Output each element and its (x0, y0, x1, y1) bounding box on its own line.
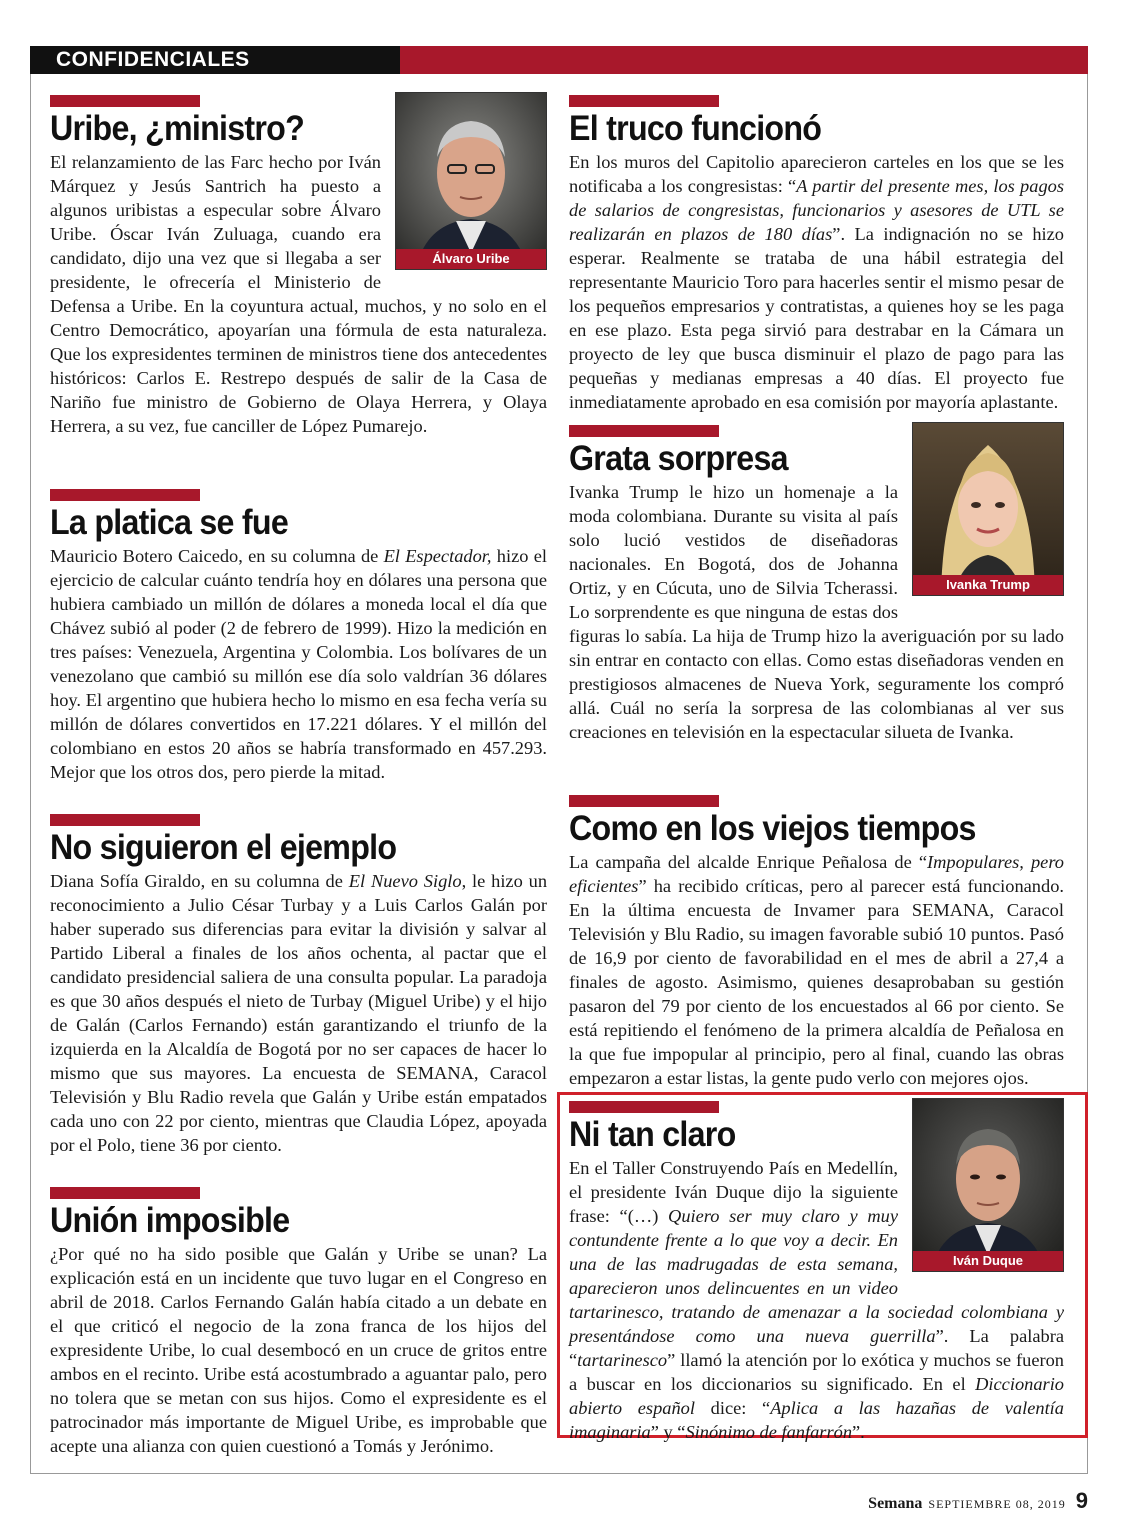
article-rule (569, 795, 719, 807)
article-body: ¿Por qué no ha sido posible que Galán y Uribe se unan? La explicación está en un incidente que tuvo lugar en el Congreso en abril de 2018. Carlos Fernando Galán había citado a un debate en el que criticó el negocio de la zona franca de los hijos del expresidente Uribe, lo cual desembocó en un cruce de gritos entre ambos en el recinto. Uribe está acostumbrado a aguantar palo, pero no tolera que se metan con sus hijos. Como el expresidente es el patrocinador más importante de Miguel Uribe, es improbable que acepte una alianza con quien cuestionó a Tomás y Jerónimo. (50, 1244, 547, 1456)
article-viejos (569, 795, 1064, 1090)
article-rule (569, 1101, 719, 1113)
photo-caption: Iván Duque (913, 1251, 1063, 1271)
quote: Quiero ser muy claro y muy contundente frente a lo que voy a decir. En una de las madrugadas de esta semana, aparecieron unos delincuentes en un video tartarinesco, tratando de amenazar a la sociedad colombiana y presentándose como una nueva guerrilla (569, 1206, 1064, 1346)
quote: Sinónimo de fanfarrón (685, 1422, 853, 1442)
article-title: Ni tan claro (569, 1115, 736, 1154)
article-title: La platica se fue (50, 503, 289, 542)
article-ejemplo (50, 814, 547, 1157)
quote: Impopulares, pero eficientes (569, 852, 1064, 896)
article-body: El relanzamiento de las Farc hecho por Iván Márquez y Jesús Santrich ha puesto a algunos uribistas a especular sobre Álvaro Uribe. Óscar Iván Zuluaga, cuando era candidato, dijo una vez que si llegaba a ser presidente, le ofrecería el Ministerio de Defensa a Uribe. En la coyuntura actual, muchos, y no solo en el Centro Democrático, apoyarían una fórmula de esta naturaleza. Que los expresidentes terminen de ministros tiene dos antecedentes históricos: Carlos E. Restrepo después de salir de la Casa de Nariño fue ministro de Gobierno de Olaya Herrera, y Olaya Herrera, a su vez, fue canciller de López Pumarejo. (50, 152, 547, 436)
section-header-bar (30, 46, 1088, 74)
article-claro (569, 1101, 1064, 1444)
photo-caption: Ivanka Trump (913, 575, 1063, 595)
photo-ivanka-trump (912, 422, 1064, 596)
page-number: 9 (1075, 1488, 1088, 1513)
article-title: El truco funcionó (569, 109, 822, 148)
issue-date: SEPTIEMBRE 08, 2019 (928, 1497, 1066, 1511)
photo-caption: Álvaro Uribe (396, 249, 546, 269)
article-rule (50, 1187, 200, 1199)
article-title: No siguieron el ejemplo (50, 828, 397, 867)
article-title: Unión imposible (50, 1201, 290, 1240)
article-body: Mauricio Botero Caicedo, en su columna de El Espectador, hizo el ejercicio de calcular cuánto tendría hoy en dólares una persona que hubiera cambiado un millón de dólares a moneda local el día que Chávez subió al poder (2 de febrero de 1999). Hizo la medición en tres países: Venezuela, Argentina y Colombia. Los bolívares de un venezolano que cambió su millón ese día solo valdrían 36 dólares hoy. El argentino que hubiera hecho lo mismo en esa fecha vería su millón de dólares convertidos en 17.221 dólares. Y el millón del colombiano en estos 20 años se habría transformado en 457.293. Mejor que los otros dos, pero pierde la mitad. (50, 546, 547, 782)
magazine-name: Semana (868, 1495, 923, 1512)
article-body: Ivanka Trump le hizo un homenaje a la moda colombiana. Durante su visita al país solo lució vestidos de diseñadoras nacionales. En Bogotá, dos de Johanna Ortiz, y en Cúcuta, uno de Silvia Tcherassi. Lo sorprendente es que ninguna de estas dos figuras lo sabía. La hija de Trump hizo la averiguación por su lado sin entrar en contacto con ellas. Como estas diseñadoras venden en prestigiosos almacenes de Nueva York, seguramente los compró allá. Cuál no sería la sorpresa de las colombianas al ver sus creaciones en televisión en la espectacular silueta de Ivanka. (569, 482, 1064, 742)
article-rule (50, 814, 200, 826)
article-title: Uribe, ¿ministro? (50, 109, 305, 148)
source-name: El Espectador, (383, 546, 492, 566)
article-grata (569, 425, 1064, 744)
article-rule (50, 489, 200, 501)
article-title: Como en los viejos tiempos (569, 809, 976, 848)
article-title: Grata sorpresa (569, 439, 788, 478)
section-title: CONFIDENCIALES (30, 46, 400, 74)
source-name: Diccionario abierto español (569, 1374, 1064, 1418)
article-rule (569, 95, 719, 107)
source-name: El Nuevo Siglo (348, 871, 462, 891)
article-body: En los muros del Capitolio aparecieron carteles en los que se les notificaba a los congresistas: “A partir del presente mes, los pagos de salarios de congresistas, funcionarios y asesores de UTL se realizarán en plazos de 180 días”. La indignación no se hizo esperar. Realmente se trataba de una hábil estrategia del representante Mauricio Toro para hacerles sentir el mismo pesar de los pequeños empresarios y contratistas, a quienes hoy se les paga en ese plazo. Esta pega sirvió para destrabar en la Cámara un proyecto de ley que busca disminuir el plazo de pago para las pequeñas y medianas empresas a 40 días. El proyecto fue inmediatamente aprobado en esa comisión por mayoría aplastante. (569, 152, 1064, 412)
article-union (50, 1187, 547, 1458)
page-frame-left (30, 74, 31, 1474)
quote: tartarinesco (577, 1350, 668, 1370)
article-body: En el Taller Construyendo País en Medellín, el presidente Iván Duque dijo la siguiente frase: “(…) Quiero ser muy claro y muy contundente frente a lo que voy a decir. En una de las madrugadas de esta semana, aparecieron unos delincuentes en un video tartarinesco, tratando de amenazar a la sociedad colombiana y presentándose como una nueva guerrilla”. La palabra “tartarinesco” llamó la atención por lo exótica y muchos se fueron a buscar en los diccionarios su significado. En el Diccionario abierto español dice: “Aplica a las hazañas de valentía imaginaria” y “Sinónimo de fanfarrón”. (569, 1158, 1064, 1442)
photo-alvaro-uribe (395, 92, 547, 270)
article-rule (50, 95, 200, 107)
quote: Aplica a las hazañas de valentía imaginaria (569, 1398, 1064, 1442)
page-footer (868, 1488, 1088, 1514)
article-body: Diana Sofía Giraldo, en su columna de El Nuevo Siglo, le hizo un reconocimiento a Julio César Turbay y a Luis Carlos Galán por haber superado sus diferencias para evitar la división y salvar al Partido Liberal a finales de los años ochenta, al pactar que el candidato presidencial saliera de una consulta popular. La paradoja es que 30 años después el nieto de Turbay (Miguel Uribe) y el hijo de Galán (Carlos Fernando) están garantizando el triunfo de la izquierda en la Alcaldía de Bogotá por no ser capaces de hacer lo mismo que sus mayores. La encuesta de SEMANA, Caracol Televisión y Blu Radio revela que Galán y Uribe están empatados cada uno con 22 por ciento, mientras que Claudia López, apoyada por el Polo, tiene 36 por ciento. (50, 871, 548, 1155)
article-rule (569, 425, 719, 437)
article-body: La campaña del alcalde Enrique Peñalosa de “Impopulares, pero eficientes” ha recibido críticas, pero al parecer está funcionando. En la última encuesta de Invamer para SEMANA, Caracol Televisión y Blu Radio, su imagen favorable subió 10 puntos. Pasó de 16,9 por ciento de favorabilidad en el mes de abril a 27,4 a finales de agosto. Asimismo, quienes desaprobaban su gestión pasaron del 79 por ciento de los encuestados al 66 por ciento. Se está repitiendo el fenómeno de la primera alcaldía de Peñalosa en la que fue impopular al principio, pero al final, cuando las obras empezaron a estar listas, la gente pudo verlo con mejores ojos. (569, 852, 1064, 1088)
article-uribe (50, 95, 547, 438)
photo-ivan-duque (912, 1098, 1064, 1272)
article-platica (50, 489, 547, 784)
quote: A partir del presente mes, los pagos de salarios de congresistas, funcionarios y asesores de UTL se realizarán en plazos de 180 días (569, 176, 1064, 244)
article-truco (569, 95, 1064, 414)
page-frame-bottom (30, 1473, 1088, 1474)
